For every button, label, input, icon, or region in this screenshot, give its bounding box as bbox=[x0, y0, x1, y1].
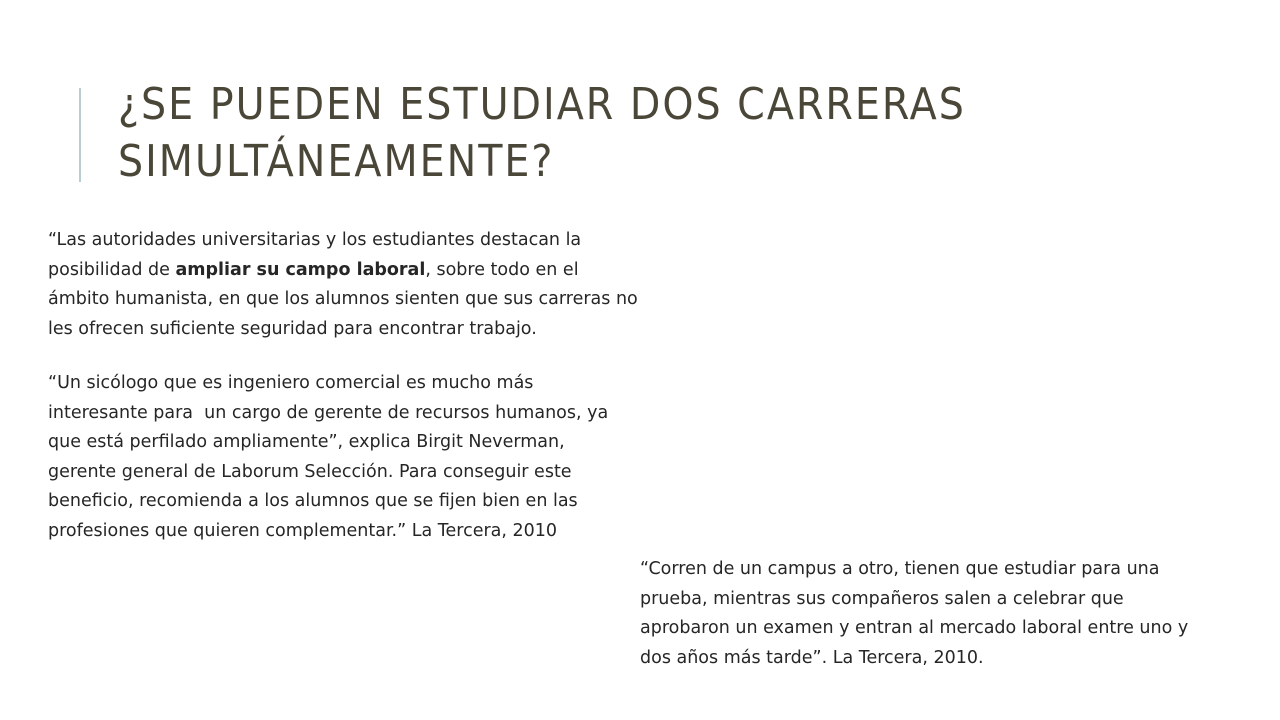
quote-line: profesiones que quieren complementar.” La Tercera, 2010 bbox=[48, 520, 558, 541]
quote-line: dos años más tarde”. La Tercera, 2010. bbox=[640, 647, 984, 668]
quote-line: “Las autoridades universitarias y los estudiantes destacan la bbox=[48, 230, 582, 250]
quote-line: ámbito humanista, en que los alumnos sienten que sus carreras no bbox=[48, 289, 638, 309]
quote-line: interesante para un cargo de gerente de recursos humanos, ya bbox=[48, 402, 609, 423]
quote-line: beneficio, recomienda a los alumnos que se fijen bien en las bbox=[48, 491, 578, 511]
quote-line: les ofrecen suficiente seguridad para encontrar trabajo. bbox=[48, 318, 537, 339]
quote-text: , sobre todo en el bbox=[425, 259, 579, 280]
quote-line: gerente general de Laborum Selección. Para conseguir este bbox=[48, 461, 572, 482]
quote-line: “Corren de un campus a otro, tienen que estudiar para una bbox=[640, 559, 1160, 579]
slide-title bbox=[118, 76, 1218, 190]
quote-line: aprobaron un examen y entran al mercado laboral entre uno y bbox=[640, 618, 1189, 638]
slide-title-line-1: ¿SE PUEDEN ESTUDIAR DOS CARRERAS bbox=[118, 79, 966, 130]
quote-text: posibilidad de bbox=[48, 259, 176, 280]
quote-line: prueba, mientras sus compañeros salen a celebrar que bbox=[640, 588, 1124, 609]
quote-line: “Un sicólogo que es ingeniero comercial es mucho más bbox=[48, 373, 534, 393]
title-accent-line bbox=[79, 88, 81, 182]
quote-campus bbox=[640, 555, 1188, 673]
emphasis-text: ampliar su campo laboral bbox=[175, 259, 426, 280]
quote-psychologist bbox=[48, 369, 608, 546]
quote-line: que está perfilado ampliamente”, explica Birgit Neverman, bbox=[48, 432, 565, 452]
slide-title-line-2: SIMULTÁNEAMENTE? bbox=[118, 136, 555, 187]
quote-authorities bbox=[48, 226, 638, 344]
quote-line bbox=[48, 256, 638, 286]
